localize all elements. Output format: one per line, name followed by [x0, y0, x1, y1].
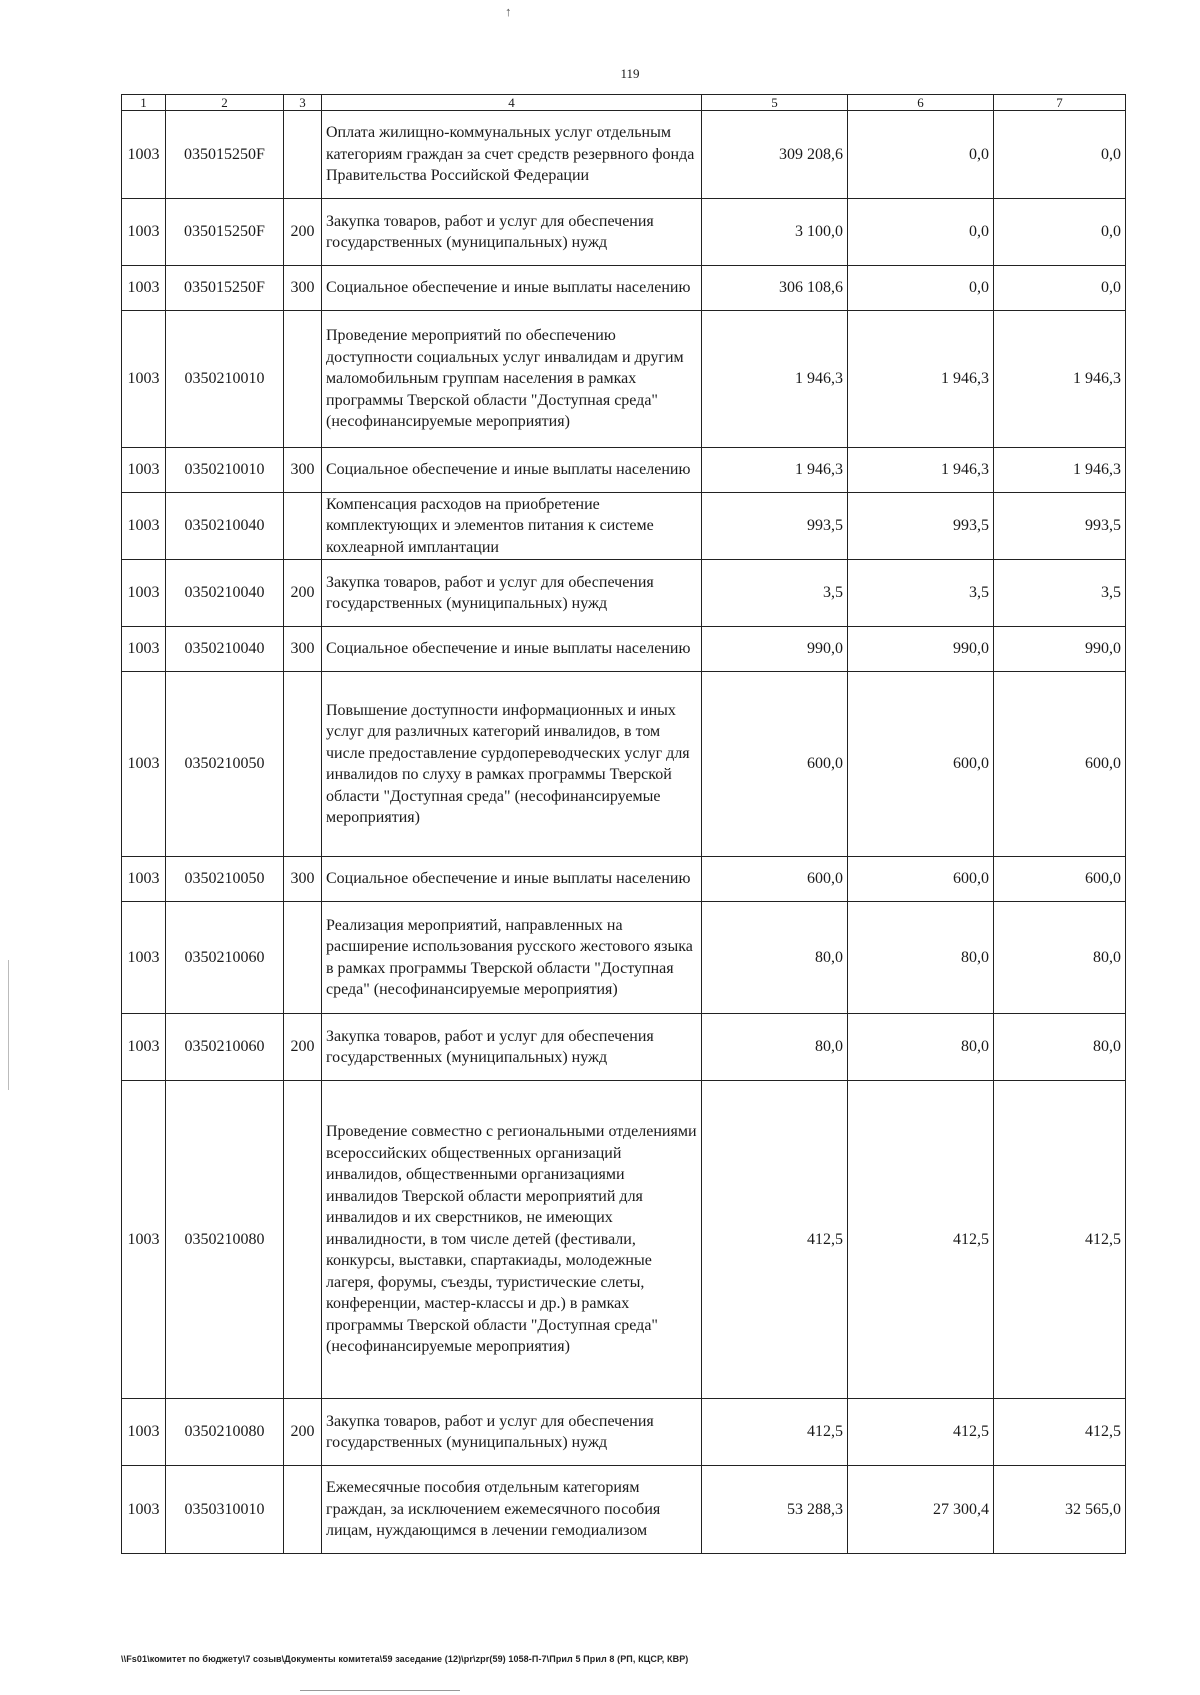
target-article-code: 0350210040 [166, 627, 284, 672]
table-row [122, 493, 1126, 560]
item-description: Социальное обеспечение и иные выплаты населению [322, 448, 702, 493]
amount-col5: 412,5 [702, 1399, 848, 1466]
amount-col6: 1 946,3 [848, 448, 994, 493]
amount-col6: 412,5 [848, 1399, 994, 1466]
expense-type-code [284, 902, 322, 1014]
section-code: 1003 [122, 111, 166, 199]
table-row [122, 311, 1126, 448]
amount-col7: 0,0 [994, 199, 1126, 266]
amount-col5: 600,0 [702, 857, 848, 902]
target-article-code: 0350210040 [166, 493, 284, 560]
amount-col5: 993,5 [702, 493, 848, 560]
table-row [122, 560, 1126, 627]
expense-type-code [284, 672, 322, 857]
amount-col5: 1 946,3 [702, 311, 848, 448]
section-code: 1003 [122, 1399, 166, 1466]
amount-col7: 600,0 [994, 672, 1126, 857]
target-article-code: 0350210010 [166, 311, 284, 448]
amount-col5: 1 946,3 [702, 448, 848, 493]
amount-col5: 412,5 [702, 1081, 848, 1399]
section-code: 1003 [122, 266, 166, 311]
expense-type-code: 200 [284, 199, 322, 266]
header-cell: 4 [322, 95, 702, 111]
table-row [122, 857, 1126, 902]
amount-col7: 1 946,3 [994, 448, 1126, 493]
amount-col5: 80,0 [702, 902, 848, 1014]
table-row [122, 448, 1126, 493]
amount-col6: 0,0 [848, 111, 994, 199]
table-row [122, 111, 1126, 199]
target-article-code: 035015250F [166, 199, 284, 266]
amount-col6: 3,5 [848, 560, 994, 627]
section-code: 1003 [122, 902, 166, 1014]
amount-col5: 3,5 [702, 560, 848, 627]
amount-col7: 0,0 [994, 266, 1126, 311]
item-description: Закупка товаров, работ и услуг для обеспечения государственных (муниципальных) нужд [322, 560, 702, 627]
item-description: Закупка товаров, работ и услуг для обеспечения государственных (муниципальных) нужд [322, 199, 702, 266]
table-row [122, 1466, 1126, 1554]
expense-type-code [284, 311, 322, 448]
scan-mark: ↑ [505, 4, 512, 19]
section-code: 1003 [122, 627, 166, 672]
section-code: 1003 [122, 857, 166, 902]
header-cell: 5 [702, 95, 848, 111]
table-row [122, 1014, 1126, 1081]
amount-col5: 80,0 [702, 1014, 848, 1081]
table-row [122, 1399, 1126, 1466]
expense-type-code: 300 [284, 857, 322, 902]
expense-type-code: 300 [284, 448, 322, 493]
section-code: 1003 [122, 672, 166, 857]
budget-table [121, 94, 1126, 1554]
amount-col6: 27 300,4 [848, 1466, 994, 1554]
item-description: Социальное обеспечение и иные выплаты населению [322, 627, 702, 672]
amount-col6: 0,0 [848, 199, 994, 266]
item-description: Оплата жилищно-коммунальных услуг отдельным категориям граждан за счет средств резервного фонда Правительства Российской Федерации [322, 111, 702, 199]
expense-type-code [284, 493, 322, 560]
amount-col7: 1 946,3 [994, 311, 1126, 448]
amount-col7: 0,0 [994, 111, 1126, 199]
amount-col6: 412,5 [848, 1081, 994, 1399]
expense-type-code [284, 1081, 322, 1399]
amount-col5: 600,0 [702, 672, 848, 857]
header-cell: 6 [848, 95, 994, 111]
amount-col7: 80,0 [994, 902, 1126, 1014]
target-article-code: 0350310010 [166, 1466, 284, 1554]
amount-col5: 309 208,6 [702, 111, 848, 199]
scan-artifact-line [8, 960, 9, 1090]
item-description: Социальное обеспечение и иные выплаты населению [322, 857, 702, 902]
table-row [122, 199, 1126, 266]
table-row [122, 627, 1126, 672]
header-cell: 2 [166, 95, 284, 111]
expense-type-code: 200 [284, 1399, 322, 1466]
amount-col5: 53 288,3 [702, 1466, 848, 1554]
target-article-code: 0350210060 [166, 902, 284, 1014]
item-description: Реализация мероприятий, направленных на расширение использования русского жестового языка в рамках программы Тверской области "Доступная среда" (несофинансируемые мероприятия) [322, 902, 702, 1014]
amount-col7: 3,5 [994, 560, 1126, 627]
amount-col5: 306 108,6 [702, 266, 848, 311]
item-description: Социальное обеспечение и иные выплаты населению [322, 266, 702, 311]
page-number: 119 [620, 66, 640, 81]
expense-type-code: 300 [284, 627, 322, 672]
footer-file-path: \\Fs01\комитет по бюджету\7 созыв\Документы комитета\59 заседание (12)\pr\zpr(59) 1058-П-7\Прил 5 Прил 8 (РП, КЦСР, КВР) [121, 1654, 689, 1664]
expense-type-code: 200 [284, 1014, 322, 1081]
target-article-code: 0350210080 [166, 1399, 284, 1466]
section-code: 1003 [122, 1081, 166, 1399]
expense-type-code [284, 111, 322, 199]
amount-col6: 0,0 [848, 266, 994, 311]
amount-col7: 32 565,0 [994, 1466, 1126, 1554]
target-article-code: 0350210060 [166, 1014, 284, 1081]
target-article-code: 035015250F [166, 266, 284, 311]
header-cell: 7 [994, 95, 1126, 111]
section-code: 1003 [122, 199, 166, 266]
target-article-code: 0350210040 [166, 560, 284, 627]
expense-type-code [284, 1466, 322, 1554]
amount-col7: 412,5 [994, 1399, 1126, 1466]
amount-col7: 600,0 [994, 857, 1126, 902]
amount-col5: 3 100,0 [702, 199, 848, 266]
amount-col7: 412,5 [994, 1081, 1126, 1399]
table-row [122, 672, 1126, 857]
table-row [122, 902, 1126, 1014]
amount-col6: 80,0 [848, 1014, 994, 1081]
item-description: Компенсация расходов на приобретение комплектующих и элементов питания к системе кохлеарной имплантации [322, 493, 702, 560]
item-description: Ежемесячные пособия отдельным категориям граждан, за исключением ежемесячного пособия лицам, нуждающимся в лечении гемодиализом [322, 1466, 702, 1554]
section-code: 1003 [122, 448, 166, 493]
amount-col7: 993,5 [994, 493, 1126, 560]
expense-type-code: 300 [284, 266, 322, 311]
item-description: Повышение доступности информационных и иных услуг для различных категорий инвалидов, в том числе предоставление сурдопереводческих услуг для инвалидов по слуху в рамках программы Тверской области "Доступная среда" (несофинансируемые мероприятия) [322, 672, 702, 857]
section-code: 1003 [122, 311, 166, 448]
section-code: 1003 [122, 560, 166, 627]
header-cell: 3 [284, 95, 322, 111]
amount-col6: 600,0 [848, 672, 994, 857]
table-row [122, 266, 1126, 311]
item-description: Проведение мероприятий по обеспечению доступности социальных услуг инвалидам и другим маломобильным группам населения в рамках программы Тверской области "Доступная среда" (несофинансируемые мероприятия) [322, 311, 702, 448]
amount-col6: 600,0 [848, 857, 994, 902]
header-cell: 1 [122, 95, 166, 111]
table-row [122, 1081, 1126, 1399]
amount-col7: 80,0 [994, 1014, 1126, 1081]
target-article-code: 0350210080 [166, 1081, 284, 1399]
amount-col6: 80,0 [848, 902, 994, 1014]
amount-col6: 993,5 [848, 493, 994, 560]
section-code: 1003 [122, 1014, 166, 1081]
footer-divider [300, 1690, 460, 1691]
amount-col6: 990,0 [848, 627, 994, 672]
section-code: 1003 [122, 1466, 166, 1554]
amount-col6: 1 946,3 [848, 311, 994, 448]
item-description: Закупка товаров, работ и услуг для обеспечения государственных (муниципальных) нужд [322, 1014, 702, 1081]
target-article-code: 0350210050 [166, 672, 284, 857]
amount-col7: 990,0 [994, 627, 1126, 672]
header-row [122, 95, 1126, 111]
amount-col5: 990,0 [702, 627, 848, 672]
target-article-code: 035015250F [166, 111, 284, 199]
item-description: Закупка товаров, работ и услуг для обеспечения государственных (муниципальных) нужд [322, 1399, 702, 1466]
item-description: Проведение совместно с региональными отделениями всероссийских общественных организаций инвалидов, общественными организациями инвалидов Тверской области мероприятий для инвалидов и их сверстников, не имеющих инвалидности, в том числе детей (фестивали, конкурсы, выставки, спартакиады, молодежные лагеря, форумы, съезды, туристические слеты, конференции, мастер-классы и др.) в рамках программы Тверской области "Доступная среда" (несофинансируемые мероприятия) [322, 1081, 702, 1399]
target-article-code: 0350210010 [166, 448, 284, 493]
expense-type-code: 200 [284, 560, 322, 627]
target-article-code: 0350210050 [166, 857, 284, 902]
section-code: 1003 [122, 493, 166, 560]
